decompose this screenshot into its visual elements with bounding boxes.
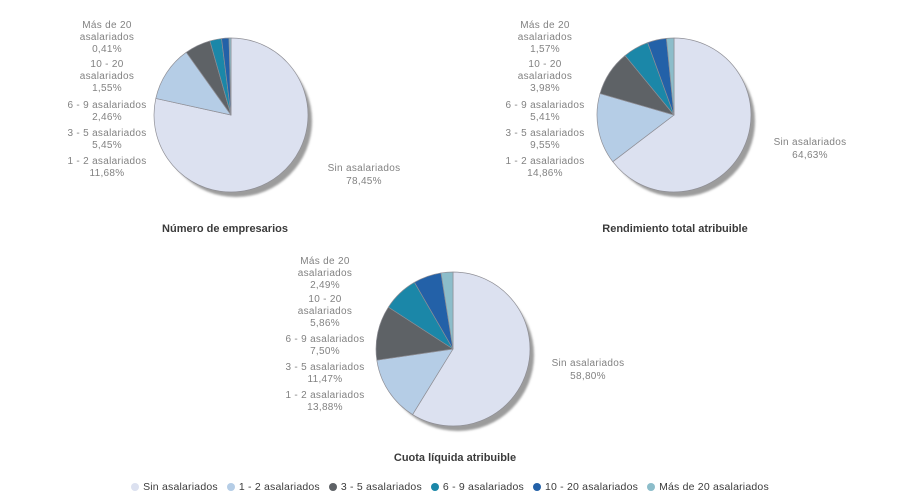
slice-label-10-20-asalariados: 10 - 20 asalariados 1,55% [79,59,135,94]
legend-item-1-2-asalariados [227,481,320,493]
slice-label-6-9-asalariados: 6 - 9 asalariados 7,50% [285,334,365,357]
slice-label-sin-asalariados: Sin asalariados 58,80% [551,358,625,382]
slice-labels [490,0,600,200]
slice-label-3-5-asalariados: 3 - 5 asalariados 5,45% [67,128,147,151]
slice-label-mas-de-20-asalariados: Más de 20 asalariados 1,57% [517,20,573,55]
legend-swatch [647,483,655,491]
pie-chart-rendimiento-total-atribuible [450,0,900,245]
slice-label-10-20-asalariados: 10 - 20 asalariados 3,98% [517,59,573,94]
legend-label: Más de 20 asalariados [659,481,769,493]
slice-label-1-2-asalariados: 1 - 2 asalariados 11,68% [67,156,147,179]
legend-item-mas-de-20-asalariados [647,481,769,493]
legend-label: 1 - 2 asalariados [238,481,320,493]
chart-title: Número de empresarios [162,223,288,235]
slice-label-sin-asalariados: Sin asalariados 64,63% [773,137,847,161]
pie-chart-numero-de-empresarios [0,0,450,245]
legend-swatch [329,483,337,491]
legend-label: 3 - 5 asalariados [340,481,422,493]
slice-label-sin-asalariados: Sin asalariados 78,45% [327,163,401,187]
slice-labels [270,250,380,450]
chart-legend [0,481,900,493]
legend-swatch [431,483,439,491]
slice-label-mas-de-20-asalariados: Más de 20 asalariados 0,41% [79,20,135,55]
slice-label-6-9-asalariados: 6 - 9 asalariados 2,46% [67,100,147,123]
slice-label-3-5-asalariados: 3 - 5 asalariados 11,47% [285,362,365,385]
slice-label-6-9-asalariados: 6 - 9 asalariados 5,41% [505,100,585,123]
legend-item-10-20-asalariados [533,481,638,493]
chart-title: Rendimiento total atribuible [602,223,748,235]
slice-label-10-20-asalariados: 10 - 20 asalariados 5,86% [297,294,353,329]
slice-labels [52,0,162,200]
legend-label: 10 - 20 asalariados [544,481,639,493]
slice-label-1-2-asalariados: 1 - 2 asalariados 13,88% [285,390,365,413]
slice-label-3-5-asalariados: 3 - 5 asalariados 9,55% [505,128,585,151]
pie-canvas [141,25,321,205]
slice-label-mas-de-20-asalariados: Más de 20 asalariados 2,49% [297,256,353,291]
legend-item-sin-asalariados [131,481,218,493]
legend-swatch [533,483,541,491]
legend-label: Sin asalariados [143,481,218,493]
legend-item-3-5-asalariados [329,481,422,493]
legend-swatch [227,483,235,491]
pie-canvas [363,259,543,439]
legend-swatch [131,483,139,491]
pie-canvas [584,25,764,205]
pie-chart-cuota-liquida-atribuible [230,250,680,480]
legend-label: 6 - 9 asalariados [442,481,524,493]
slice-label-1-2-asalariados: 1 - 2 asalariados 14,86% [505,156,585,179]
legend-item-6-9-asalariados [431,481,524,493]
chart-title: Cuota líquida atribuible [393,452,517,464]
